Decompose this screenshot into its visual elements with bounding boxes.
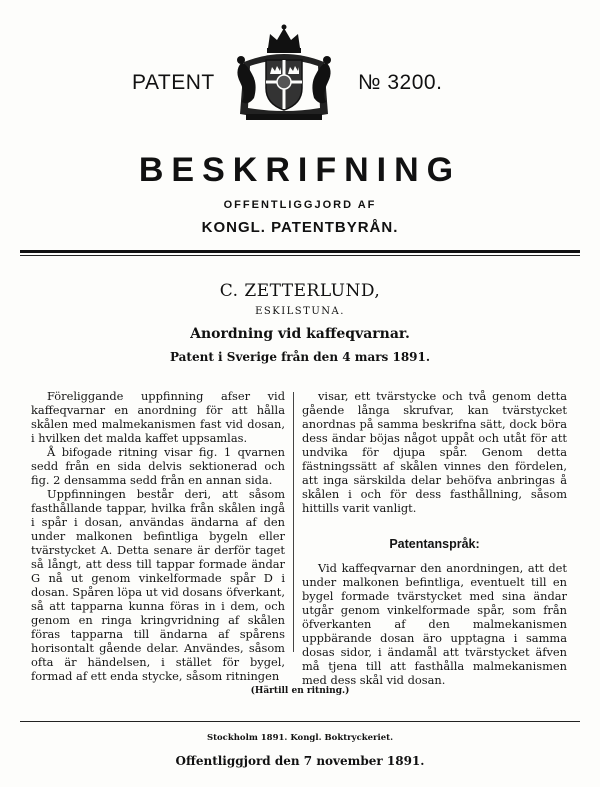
body-paragraph: Uppfinningen består deri, att såsom fasthållande tappar, hvilka från skålen ingå i spår i dosan, användas ändarna af den under malkonen befintliga bygeln eller tvärstycket A. Detta senare är derför taget så långt, att dess till tappar formade ändar G nå ut genom vinkelformade spår D i dosan. Spåren löpa ut vid dosans öfverkant, så att tapparna kunna föras in i dem, och genom en ringa kringvridning af skålen föras tapparna till ändarna af spårens horisontalt gående delar. Användes, såsom ofta är händelsen, i stället för bygel, formad af ett enda stycke, såsom ritningen — [31, 487, 285, 683]
body-paragraph: visar, ett tvärstycke och två genom detta gående långa skrufvar, kan tvärstycket anordnas på samma beskrifna sätt, dock böra dess ändar böjas något uppåt och utåt för att undvika för djupa spår. Genom detta fästningssätt af skålen vinnes den fördelen, att inga särskilda delar behöfva anbringas å skålen i och för dess fasthållning, såsom hittills varit vanligt. — [302, 389, 567, 515]
applicant-city: ESKILSTUNA. — [255, 306, 345, 317]
body-paragraph: Å bifogade ritning visar fig. 1 qvarnen sedd från en sida delvis sektionerad och fig. 2 densamma sedd från en annan sida. — [31, 445, 285, 487]
body-paragraph: Föreliggande uppfinning afser vid kaffeqvarnar en anordning för att hålla skålen med malmekanismen fast vid dosan, i hvilken det malda kaffet uppsamlas. — [31, 389, 285, 445]
document-title: BESKRIFNING — [138, 151, 462, 189]
body-column-left — [31, 389, 285, 683]
header-divider — [20, 250, 580, 253]
header-divider-thin — [20, 255, 580, 256]
patent-office: KONGL. PATENTBYRÅN. — [201, 219, 399, 236]
patent-number: № 3200. — [358, 71, 443, 94]
footer-divider — [20, 721, 580, 722]
publication-date: Offentliggjord den 7 november 1891. — [175, 754, 425, 768]
figure-note: (Härtill en ritning.) — [250, 686, 350, 696]
document-subtitle: OFFENTLIGGJORD AF — [223, 199, 377, 211]
invention-title: Anordning vid kaffeqvarnar. — [190, 326, 410, 342]
column-divider — [293, 392, 294, 652]
grant-line: Patent i Sverige från den 4 mars 1891. — [169, 350, 431, 364]
body-column-right — [302, 389, 567, 687]
royal-coat-of-arms-icon — [224, 22, 344, 126]
claims-heading: Patentanspråk: — [389, 537, 480, 551]
patent-label: PATENT — [132, 71, 215, 94]
applicant-name: C. ZETTERLUND, — [219, 281, 381, 301]
claims-text: Vid kaffeqvarnar den anordningen, att det under malkonen befintliga, eventuelt till en bygel formade tvärstycket med sina ändar utgår genom vinkelformade spår, som från öfverkanten af den malmekanismen uppbärande dosan äro upptagna i samma dosas sidor, i ändamål att tvärstycket äfven må tjena till att fasthålla malmekanismen med dess skål vid dosan. — [302, 561, 567, 687]
printer-line: Stockholm 1891. Kongl. Boktryckeriet. — [206, 733, 394, 743]
